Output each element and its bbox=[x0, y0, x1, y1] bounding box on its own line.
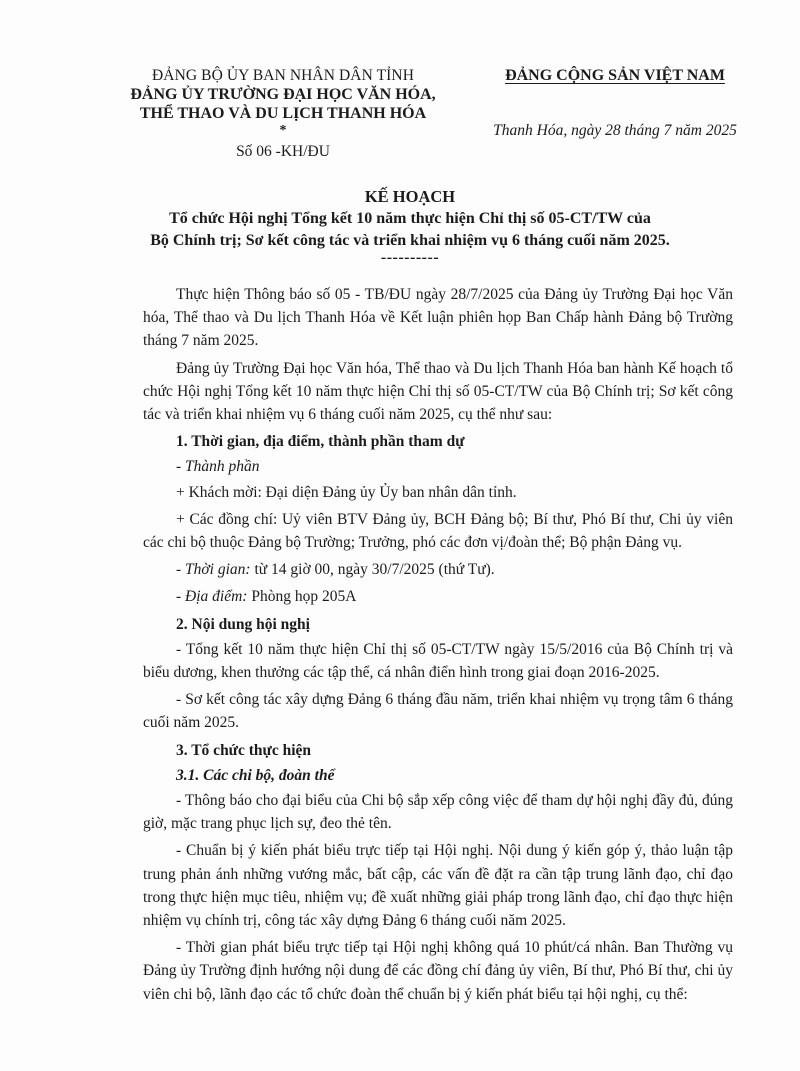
guests-item: + Khách mời: Đại diện Đảng ủy Ủy ban nhân dân tỉnh. bbox=[176, 483, 517, 501]
intro-paragraph-1: Thực hiện Thông báo số 05 - TB/ĐU ngày 28/7/2025 của Đảng ủy Trường Đại học Văn hóa, Thể thao và Du lịch Thanh Hóa về Kết luận phiên họp Ban Chấp hành Đảng bộ Trường tháng 7 năm 2025. bbox=[143, 286, 733, 350]
comrades-item: + Các đồng chí: Uỷ viên BTV Đảng ủy, BCH Đảng bộ; Bí thư, Phó Bí thư, Chi ủy viên các chi bộ thuộc Đảng bộ Trường; Trưởng, phó các đơn vị/đoàn thể; Bộ phận Đảng vụ. bbox=[143, 510, 733, 552]
time-label: - Thời gian: bbox=[176, 561, 251, 579]
organization-name-line1: ĐẢNG ỦY TRƯỜNG ĐẠI HỌC VĂN HÓA, bbox=[130, 86, 436, 103]
time-value: từ 14 giờ 00, ngày 30/7/2025 (thứ Tư). bbox=[250, 561, 495, 579]
task-item-1: - Thông báo cho đại biểu của Chi bộ sắp xếp công việc để tham dự hội nghị đầy đủ, đúng giờ, mặc trang phục lịch sự, đeo thẻ tên. bbox=[143, 792, 733, 833]
section-3-heading: 3. Tổ chức thực hiện bbox=[176, 741, 312, 759]
section-2-heading: 2. Nội dung hội nghị bbox=[176, 615, 310, 633]
section-1-heading: 1. Thời gian, địa điểm, thành phần tham dự bbox=[176, 433, 465, 451]
time-item bbox=[143, 558, 733, 581]
content-item-1: - Tổng kết 10 năm thực hiện Chỉ thị số 05-CT/TW ngày 15/5/2016 của Bộ Chính trị và biểu dương, khen thưởng các tập thể, cá nhân điển hình trong giai đoạn 2016-2025. bbox=[143, 640, 733, 682]
task-item-2: - Chuẩn bị ý kiến phát biểu trực tiếp tại Hội nghị. Nội dung ý kiến góp ý, thảo luận tập trung phản ánh những vướng mắc, bất cập, các vấn đề đặt ra cần tập trung lãnh đạo, chỉ đạo trong thực hiện mục tiêu, nhiệm vụ; đề xuất những giải pháp trong lãnh đạo, chỉ đạo thực hiện nhiệm vụ chính trị, công tác xây dựng Đảng 6 tháng cuối năm 2025. bbox=[143, 842, 733, 930]
participants-label: - Thành phần bbox=[176, 458, 260, 476]
title-block bbox=[100, 186, 720, 264]
task-item-3: - Thời gian phát biểu trực tiếp tại Hội nghị không quá 10 phút/cá nhân. Ban Thường vụ Đảng ủy Trường định hướng nội dung để các đồng chí đảng ủy viên, Bí thư, Phó Bí thư, chi ủy viên chi bộ, lãnh đạo các tổ chức đoàn thể chuẩn bị ý kiến phát biểu tại hội nghị, cụ thể: bbox=[143, 939, 733, 1003]
parent-organization: ĐẢNG BỘ ỦY BAN NHÂN DÂN TỈNH bbox=[152, 67, 414, 84]
document-type: KẾ HOẠCH bbox=[364, 187, 456, 206]
section-3-1-heading: 3.1. Các chi bộ, đoàn thể bbox=[176, 766, 335, 784]
venue-value: Phòng họp 205A bbox=[247, 588, 357, 606]
document-body bbox=[143, 283, 733, 1010]
content-item-2: - Sơ kết công tác xây dựng Đảng 6 tháng đầu năm, triển khai nhiệm vụ trọng tâm 6 tháng cuối năm 2025. bbox=[143, 691, 733, 732]
title-separator: ---------- bbox=[380, 249, 440, 266]
document-number: Số 06 -KH/ĐU bbox=[236, 143, 330, 160]
subject-line2: Bộ Chính trị; Sơ kết công tác và triển khai nhiệm vụ 6 tháng cuối năm 2025. bbox=[150, 232, 670, 249]
party-header-block bbox=[470, 66, 760, 140]
party-name: ĐẢNG CỘNG SẢN VIỆT NAM bbox=[505, 67, 725, 84]
organization-name-line2: THỂ THAO VÀ DU LỊCH THANH HÓA bbox=[139, 105, 427, 122]
issuing-organization-block bbox=[108, 66, 458, 161]
intro-paragraph-2: Đảng ủy Trường Đại học Văn hóa, Thể thao và Du lịch Thanh Hóa ban hành Kế hoạch tổ chức Hội nghị Tổng kết 10 năm thực hiện Chỉ thị số 05-CT/TW của Bộ Chính trị; Sơ kết công tác và triển khai nhiệm vụ 6 tháng cuối năm 2025, cụ thể như sau: bbox=[143, 359, 733, 424]
subject-line1: Tổ chức Hội nghị Tổng kết 10 năm thực hiện Chỉ thị số 05-CT/TW của bbox=[169, 210, 651, 227]
place-date: Thanh Hóa, ngày 28 tháng 7 năm 2025 bbox=[493, 122, 737, 139]
venue-label: - Địa điểm: bbox=[176, 588, 248, 606]
venue-item bbox=[143, 585, 733, 608]
star-mark: * bbox=[279, 123, 287, 138]
